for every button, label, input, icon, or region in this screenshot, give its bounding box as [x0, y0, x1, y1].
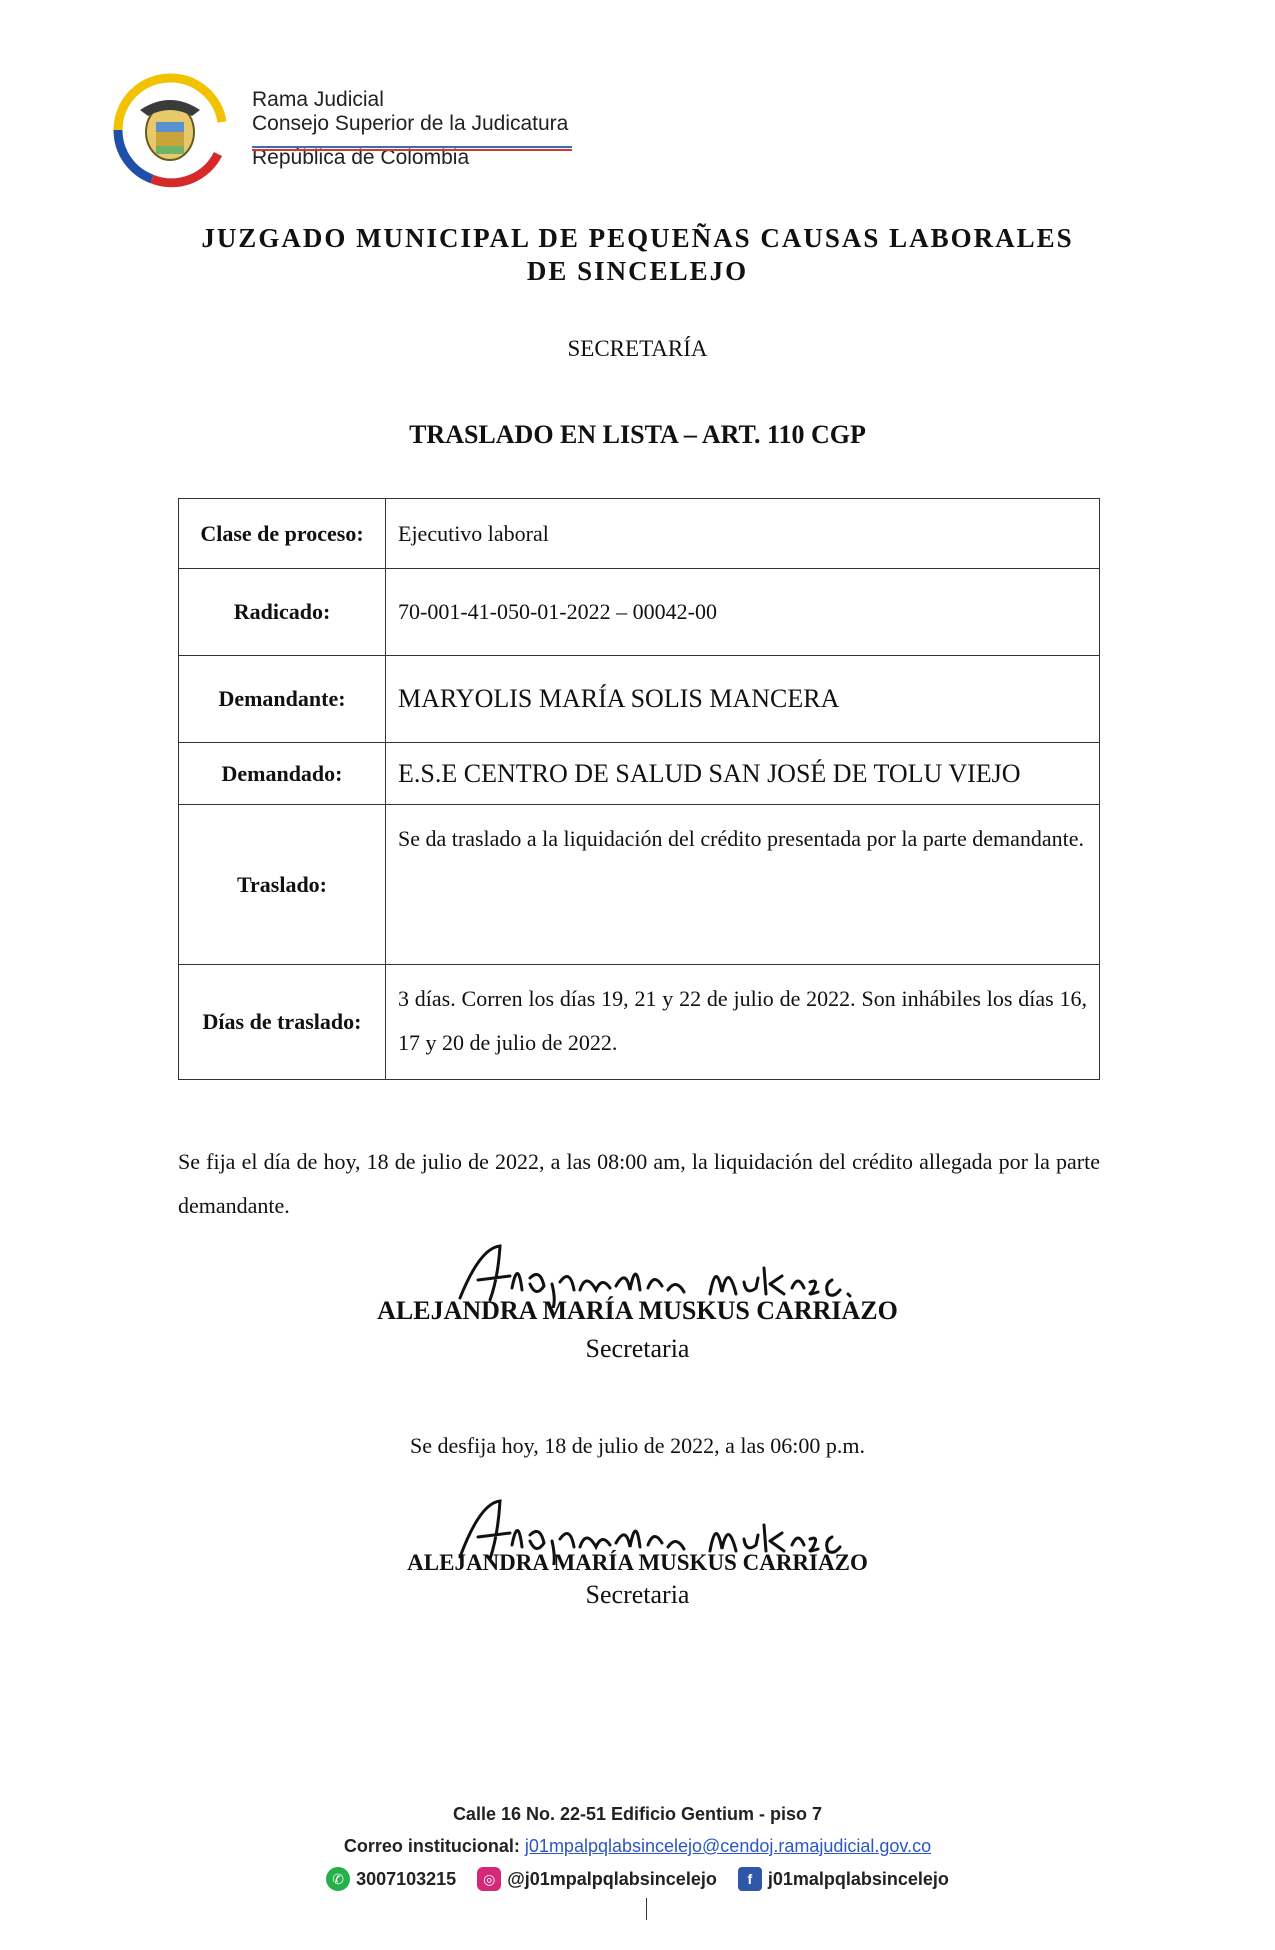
- facebook-handle: j01malpqlabsincelejo: [767, 1869, 949, 1889]
- logo-line-consejo: Consejo Superior de la Judicatura: [252, 112, 569, 135]
- footer-address: Calle 16 No. 22-51 Edificio Gentium - piso 7: [452, 1804, 823, 1824]
- desfija-paragraph: Se desfija hoy, 18 de julio de 2022, a las 06:00 p.m.: [409, 1433, 865, 1458]
- table-row: [179, 965, 1100, 1080]
- court-name-line1: JUZGADO MUNICIPAL DE PEQUEÑAS CAUSAS LABORALES: [201, 223, 1074, 253]
- logo-divider-red: [252, 149, 572, 151]
- table-row: [179, 569, 1100, 656]
- logo-text-block: [252, 88, 568, 170]
- court-name: [140, 222, 1135, 288]
- row-value-dias: 3 días. Corren los días 19, 21 y 22 de julio de 2022. Son inhábiles los días 16, 17 y 20 de julio de 2022.: [386, 965, 1100, 1080]
- instagram-contact[interactable]: [477, 1863, 717, 1895]
- email-label: Correo institucional:: [343, 1836, 520, 1856]
- footer: [0, 1798, 1275, 1894]
- table-row: [179, 656, 1100, 743]
- phone-number: 3007103215: [356, 1869, 457, 1889]
- row-label-demandado: Demandado:: [179, 743, 386, 805]
- logo-line-republica: República de Colombia: [252, 146, 470, 169]
- row-value-clase: Ejecutivo laboral: [386, 499, 1100, 569]
- logo-divider-blue: [252, 146, 572, 148]
- row-label-clase: Clase de proceso:: [179, 499, 386, 569]
- row-label-traslado: Traslado:: [179, 805, 386, 965]
- signer-name-1: ALEJANDRA MARÍA MUSKUS CARRIAZO: [377, 1296, 898, 1325]
- document-title: TRASLADO EN LISTA – ART. 110 CGP: [409, 420, 866, 449]
- section-heading: SECRETARÍA: [567, 336, 708, 361]
- row-label-radicado: Radicado:: [179, 569, 386, 656]
- fija-paragraph: Se fija el día de hoy, 18 de julio de 2022, a las 08:00 am, la liquidación del crédito allegada por la parte demandante.: [178, 1149, 1100, 1218]
- email-link[interactable]: j01mpalpqlabsincelejo@cendoj.ramajudicial.gov.co: [524, 1836, 932, 1856]
- whatsapp-icon: ✆: [326, 1867, 350, 1891]
- court-name-line2: DE SINCELEJO: [526, 256, 749, 286]
- case-info-table: [178, 498, 1100, 1080]
- row-value-traslado: Se da traslado a la liquidación del crédito presentada por la parte demandante.: [386, 805, 1100, 965]
- colombia-seal-icon: [100, 70, 240, 190]
- facebook-contact[interactable]: [738, 1863, 949, 1895]
- footer-social-line: [0, 1862, 1275, 1894]
- facebook-icon: f: [738, 1867, 762, 1891]
- row-label-demandante: Demandante:: [179, 656, 386, 743]
- table-row: [179, 805, 1100, 965]
- instagram-icon: ◎: [477, 1867, 501, 1891]
- rama-judicial-logo: [100, 70, 580, 190]
- instagram-handle: @j01mpalpqlabsincelejo: [507, 1869, 717, 1889]
- text-cursor-mark: [646, 1898, 647, 1920]
- whatsapp-contact[interactable]: [326, 1863, 456, 1895]
- footer-email-line: [0, 1830, 1275, 1862]
- table-row: [179, 499, 1100, 569]
- logo-line-rama: Rama Judicial: [252, 88, 384, 111]
- row-value-demandante: MARYOLIS MARÍA SOLIS MANCERA: [386, 656, 1100, 743]
- row-label-dias: Días de traslado:: [179, 965, 386, 1080]
- signer-name-2: ALEJANDRA MARÍA MUSKUS CARRIAZO: [407, 1550, 868, 1575]
- signer-role-2: Secretaria: [585, 1580, 690, 1609]
- row-value-radicado: 70-001-41-050-01-2022 – 00042-00: [386, 569, 1100, 656]
- table-row: [179, 743, 1100, 805]
- signer-role-1: Secretaria: [585, 1334, 690, 1363]
- row-value-demandado: E.S.E CENTRO DE SALUD SAN JOSÉ DE TOLU VIEJO: [386, 743, 1100, 805]
